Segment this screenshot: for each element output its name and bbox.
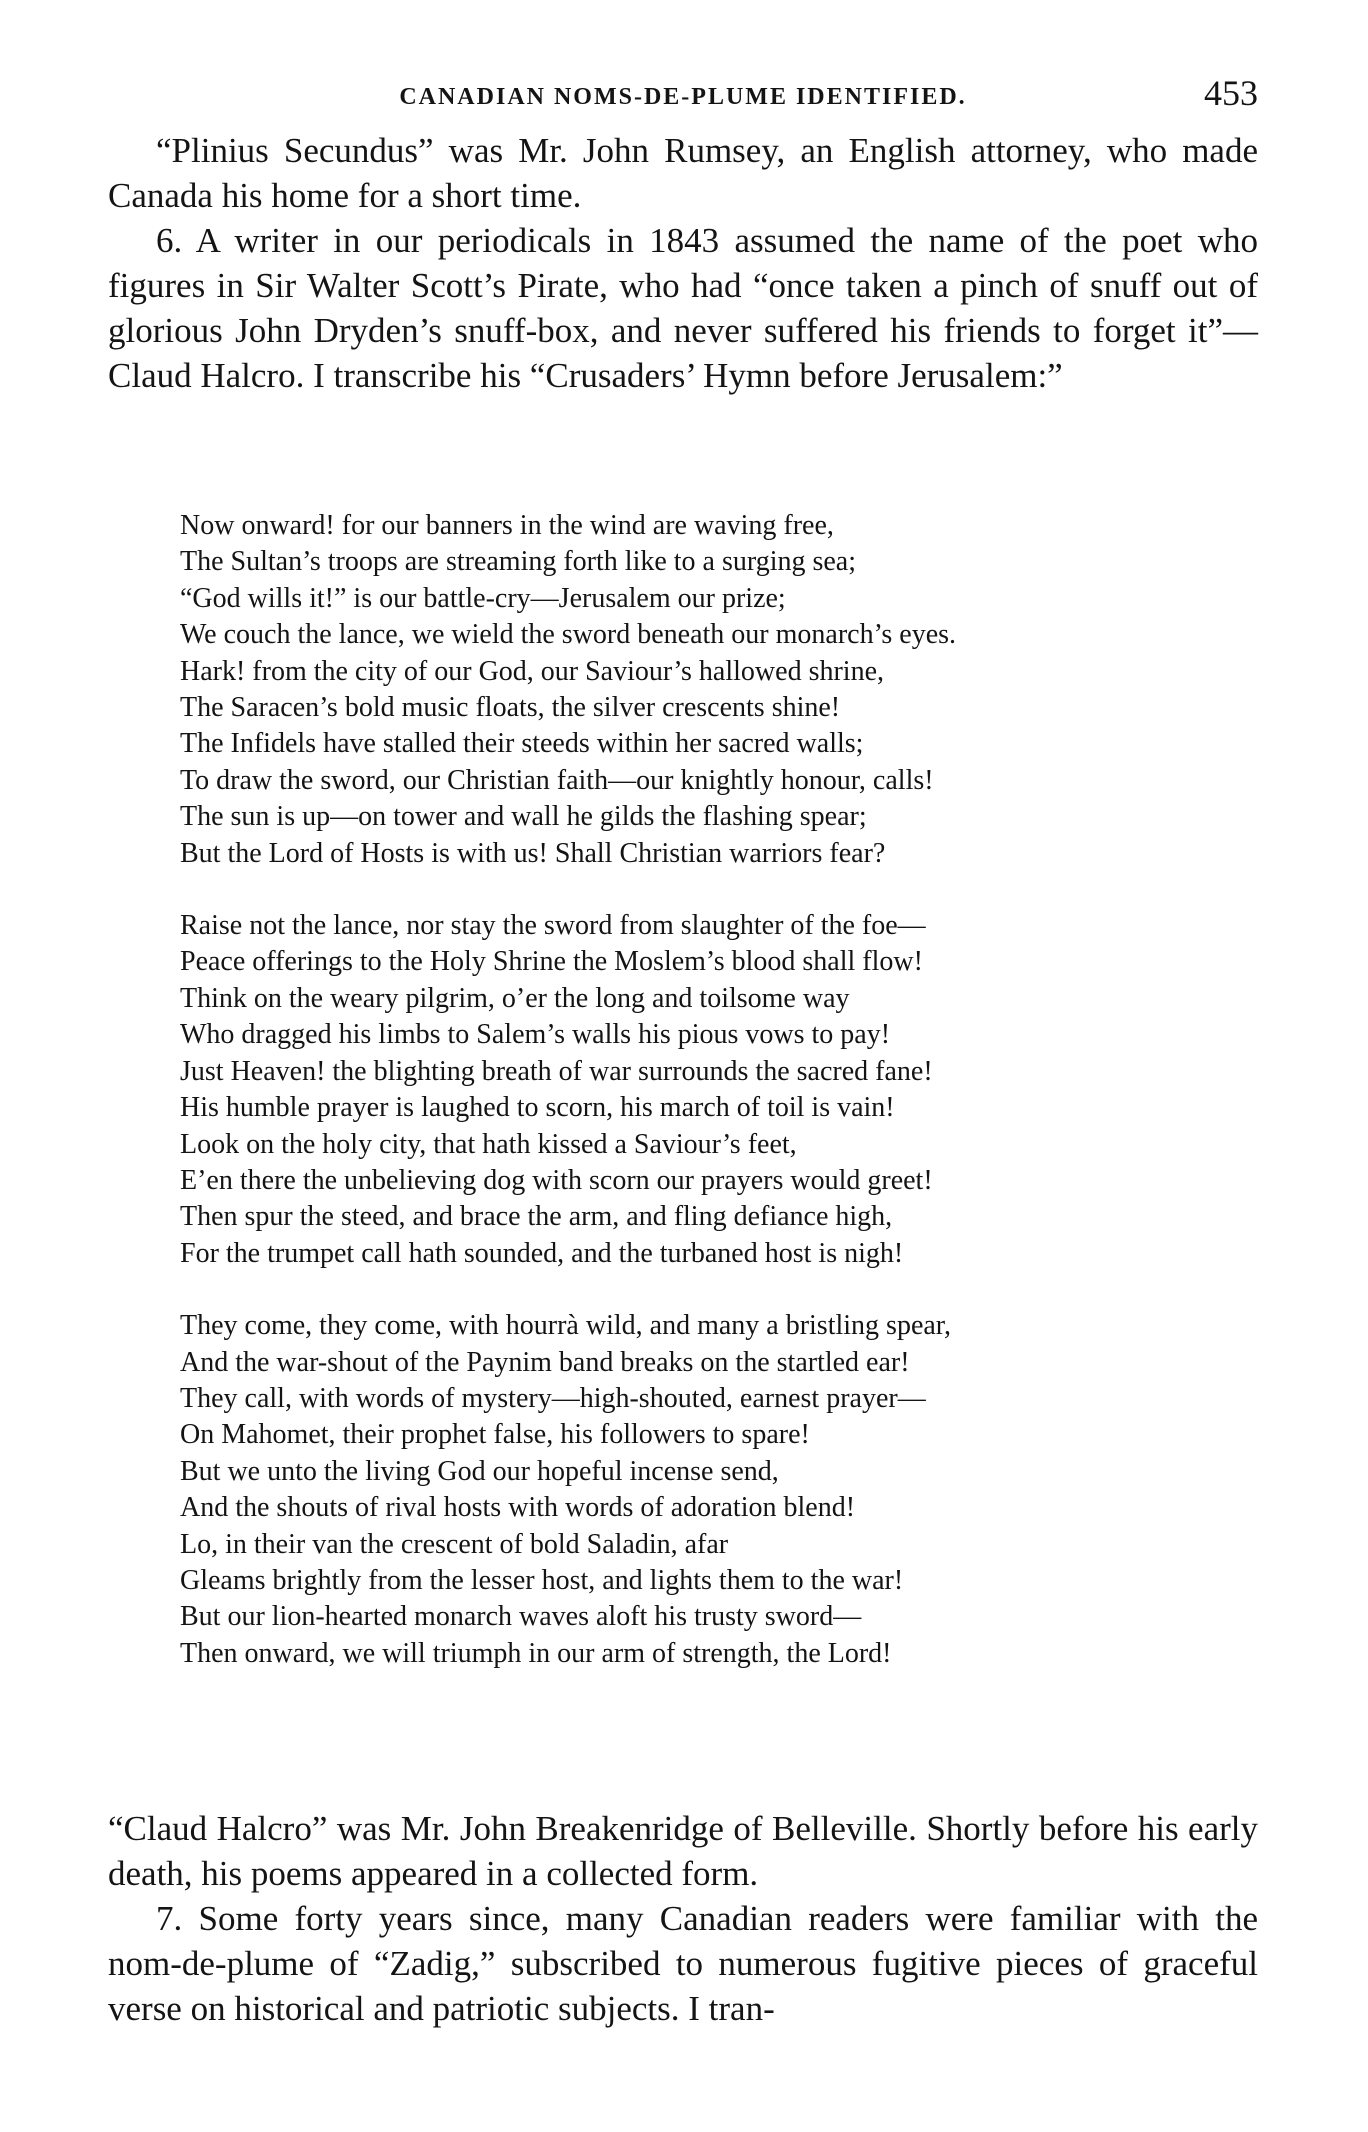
poem-line: Then spur the steed, and brace the arm, and fling defiance high, <box>180 1201 893 1233</box>
poem-line: Gleams brightly from the lesser host, and lights them to the war! <box>180 1564 904 1596</box>
running-head: CANADIAN NOMS-DE-PLUME IDENTIFIED. <box>399 84 967 110</box>
poem-line: Hark! from the city of our God, our Saviour’s hallowed shrine, <box>180 655 884 687</box>
poem-line: The Sultan’s troops are streaming forth like to a surging sea; <box>180 546 857 578</box>
paragraph-claud-halcro-identity: “Claud Halcro” was Mr. John Breakenridge of Belleville. Shortly before his early death, his poems appeared in a collected form. <box>108 1809 1258 1893</box>
poem-line: E’en there the unbelieving dog with scorn our prayers would greet! <box>180 1164 933 1196</box>
paragraph-claud-halcro-intro: 6. A writer in our periodicals in 1843 assumed the name of the poet who figures in Sir Walter Scott’s Pirate, who had “once taken a pinch of snuff out of glorious John Dryden’s snuff-box, and never suffered his friends to forget it”—Claud Halcro. I transcribe his “Crusaders’ Hymn before Jerusalem:” <box>108 221 1258 395</box>
intro-text <box>108 128 1258 398</box>
paragraph-zadig: 7. Some forty years since, many Canadian readers were familiar with the nom-de-plume of “Zadig,” subscribed to numerous fugitive pieces of graceful verse on historical and patriotic subjects. I tran- <box>108 1899 1258 2028</box>
poem-line: “God wills it!” is our battle-cry—Jerusalem our prize; <box>180 582 786 614</box>
poem-line: But our lion-hearted monarch waves aloft his trusty sword— <box>180 1601 862 1633</box>
page-number: 453 <box>1204 73 1258 113</box>
poem-line: We couch the lance, we wield the sword beneath our monarch’s eyes. <box>180 619 957 651</box>
poem-line: Raise not the lance, nor stay the sword from slaughter of the foe— <box>180 910 926 942</box>
page-header <box>108 72 1258 122</box>
poem-line: Lo, in their van the crescent of bold Saladin, afar <box>180 1528 729 1560</box>
poem-line: His humble prayer is laughed to scorn, his march of toil is vain! <box>180 1092 895 1124</box>
poem-line: But we unto the living God our hopeful incense send, <box>180 1455 779 1487</box>
poem-line: The Infidels have stalled their steeds within her sacred walls; <box>180 728 864 760</box>
poem-line: Just Heaven! the blighting breath of war surrounds the sacred fane! <box>180 1055 933 1087</box>
poem-line: On Mahomet, their prophet false, his followers to spare! <box>180 1419 810 1451</box>
poem-line: Then onward, we will triumph in our arm of strength, the Lord! <box>180 1637 892 1669</box>
poem-stanza <box>180 908 1240 1272</box>
poem-line: Think on the weary pilgrim, o’er the long and toilsome way <box>180 982 850 1014</box>
poem-line: They come, they come, with hourrà wild, and many a bristling spear, <box>180 1310 951 1342</box>
poem-stanza <box>180 1308 1240 1672</box>
poem-line: The sun is up—on tower and wall he gilds the flashing spear; <box>180 801 867 833</box>
poem-line: Look on the holy city, that hath kissed a Saviour’s feet, <box>180 1128 797 1160</box>
poem-line: But the Lord of Hosts is with us! Shall Christian warriors fear? <box>180 837 886 869</box>
poem-line: Peace offerings to the Holy Shrine the Moslem’s blood shall flow! <box>180 946 923 978</box>
closing-text <box>108 1806 1258 2031</box>
poem-line: And the shouts of rival hosts with words of adoration blend! <box>180 1492 856 1524</box>
poem-line: They call, with words of mystery—high-shouted, earnest prayer— <box>180 1382 926 1414</box>
poem-line: To draw the sword, our Christian faith—our knightly honour, calls! <box>180 764 934 796</box>
poem-line: For the trumpet call hath sounded, and the turbaned host is nigh! <box>180 1237 904 1269</box>
paragraph-plinius: “Plinius Secundus” was Mr. John Rumsey, an English attorney, who made Canada his home for a short time. <box>108 131 1258 215</box>
poem-stanza <box>180 508 1240 872</box>
poem-line: Now onward! for our banners in the wind are waving free, <box>180 510 834 541</box>
poem-line: Who dragged his limbs to Salem’s walls his pious vows to pay! <box>180 1019 891 1051</box>
poem-line: And the war-shout of the Paynim band breaks on the startled ear! <box>180 1346 910 1378</box>
poem-line: The Saracen’s bold music floats, the silver crescents shine! <box>180 692 841 724</box>
crusaders-hymn-poem <box>180 508 1240 1672</box>
